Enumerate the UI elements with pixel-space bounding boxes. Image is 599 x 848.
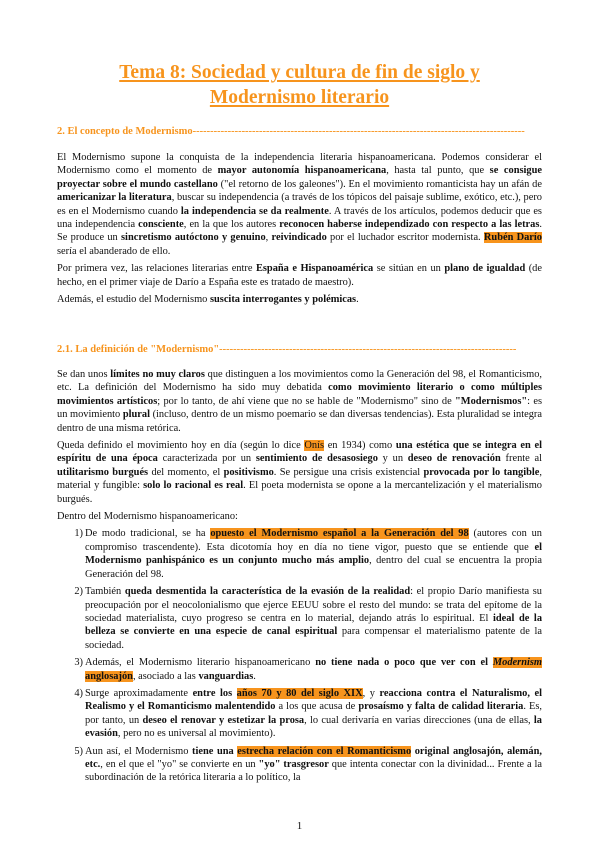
bold-text: la evasión <box>85 714 542 740</box>
bold-text: original anglosajón, alemán, etc. <box>85 745 542 770</box>
bold-text: sincretismo autóctono y genuino <box>121 232 266 244</box>
bold-text: deseo de renovación <box>407 453 501 465</box>
bold-text: americanizar la literatura <box>57 192 172 204</box>
text-run: , asociado a las <box>132 670 199 682</box>
bold-text: la independencia se da realmente <box>180 205 329 217</box>
text-run: en 1934) como <box>324 440 396 452</box>
bold-text: reacciona contra el Naturalismo, el Realismo y el Romanticismo malentendido <box>85 687 543 713</box>
highlighted-text: estrecha relación con el Romanticismo <box>237 745 412 757</box>
text-run: : es un movimiento <box>57 395 543 421</box>
text-run: Además, el estudio del Modernismo <box>57 294 210 306</box>
text-run: . Se persigue una crisis existencial <box>273 466 424 478</box>
paragraph <box>57 262 542 289</box>
bold-text: reivindicado <box>271 232 327 244</box>
text-run: sería el abanderado de ello. <box>57 245 171 257</box>
list-item-number: 5) <box>74 745 83 757</box>
bold-text: tiene una <box>192 745 238 757</box>
bold-text: utilitarismo burgués <box>57 466 149 478</box>
bold-text: entre los <box>192 687 237 699</box>
paragraph <box>57 293 542 306</box>
numbered-list <box>57 527 542 784</box>
bold-text: ideal de la belleza se convierte en una especie de canal espiritual <box>85 612 543 638</box>
list-item-number: 4) <box>74 687 83 699</box>
document-title <box>60 60 539 110</box>
paragraph <box>57 510 542 523</box>
text-run: (autores con un compromiso trascendente). Esta dicotomía hoy en día no tiene vigor, puesto que se entiende que <box>85 528 542 553</box>
list-item-number: 3) <box>74 657 83 669</box>
list-item-number: 2) <box>74 586 83 598</box>
text-run: Además, el Modernismo literario hispanoamericano <box>85 657 316 669</box>
bold-text: consciente <box>138 219 184 231</box>
text-run: De modo tradicional, se ha <box>85 528 211 540</box>
bold-text: prosaísmo y falta de calidad literaria <box>358 701 524 713</box>
text-run: . A través de los artículos, podemos deducir que es una independencia <box>57 205 542 231</box>
text-run: . <box>253 670 256 682</box>
bold-text: mayor autonomía hispanoamericana <box>217 165 387 177</box>
bold-text: como movimiento literario o como múltiples movimientos artísticos <box>57 382 542 407</box>
section-1-body <box>57 151 542 310</box>
text-run: También <box>85 586 125 598</box>
list-item <box>57 656 542 683</box>
text-run: , en la que los autores <box>183 219 280 231</box>
title-line-2: Modernismo literario <box>209 87 390 108</box>
text-run: , pero no es universal al movimiento). <box>117 728 276 740</box>
text-run: frente al <box>500 453 543 465</box>
text-run: , dentro del cual se encuentra la propia Generación del 98. <box>85 555 542 580</box>
text-run: para compensar el materialismo patente de la sociedad. <box>85 626 543 651</box>
section-2-body <box>57 368 542 789</box>
text-run: que distinguen a los movimientos como la Generación del 98, el Romanticismo, etc. La definición del Modernismo ha sido muy debatida <box>57 369 542 394</box>
text-run: Aun así, el Modernismo <box>85 745 192 757</box>
text-run: del momento, el <box>148 466 224 478</box>
bold-text: reconocen haberse independizado con respecto a las letras <box>279 219 540 231</box>
text-run: Por primera vez, las relaciones literarias entre <box>57 263 256 275</box>
bold-text: positivismo <box>223 466 274 478</box>
bold-text: el Modernismo panhispánico es un conjunto mucho más amplio <box>85 541 542 567</box>
text-run: . Es, por tanto, un <box>85 701 542 726</box>
text-run: (de hecho, en el primer viaje de Darío a España este es tratado de maestro). <box>57 263 542 288</box>
text-run: El Modernismo supone la conquista de la independencia literaria hispanoamericana. Podemos considerar el Modernismo como el momento de <box>57 152 542 177</box>
bold-text: plano de igualdad <box>444 263 526 275</box>
bold-text: sentimiento de desasosiego <box>255 453 378 465</box>
highlighted-text: Rubén Darío <box>483 232 543 244</box>
text-run: ; por lo tanto, de ahí viene que no se hable de "Modernismo" sino de <box>157 395 456 407</box>
highlighted-text: opuesto el Modernismo español a la Generación del 98 <box>210 528 469 540</box>
bold-text: deseo el renovar y estetizar la prosa <box>142 714 305 726</box>
text-run: se sitúan en un <box>373 263 445 275</box>
text-run: , y <box>362 687 380 699</box>
highlighted-text: Modernism <box>492 657 542 669</box>
section-heading-definicion: 2.1. La definición de "Modernismo"------------------------------------------------------------------------------------- <box>57 344 517 355</box>
text-run: Dentro del Modernismo hispanoamericano: <box>57 511 238 523</box>
list-item <box>57 585 542 652</box>
paragraph <box>57 368 542 435</box>
highlighted-text: Onís <box>304 440 325 452</box>
bold-text: queda desmentida la característica de la evasión de la realidad <box>124 586 411 598</box>
text-run: caracterizada por un <box>157 453 256 465</box>
text-run: . El poeta modernista se opone a la mercantelización y el materialismo burgués. <box>57 480 542 505</box>
text-run: , lo cual derivaría en varias direcciones (una de ellas, <box>304 714 534 726</box>
title-line-1: Tema 8: Sociedad y cultura de fin de siglo y <box>119 62 480 83</box>
list-item <box>57 687 542 741</box>
paragraph <box>57 151 542 258</box>
bold-text: "Modernismos" <box>455 395 528 407</box>
bold-text: plural <box>122 409 150 421</box>
bold-text: vanguardias <box>198 670 254 682</box>
highlighted-text: años 70 y 80 del siglo XIX <box>236 687 363 699</box>
text-run: , <box>265 232 272 244</box>
bold-text: provocada por lo tangible <box>423 466 540 478</box>
bold-text: España e Hispanoamérica <box>255 263 374 275</box>
text-run: Se dan unos <box>57 369 111 380</box>
text-run: , en el que el "yo" se convierte en un <box>100 758 259 770</box>
bold-text: una estética que se integra en el espíritu de una época <box>57 440 542 465</box>
section-heading-concepto: 2. El concepto de Modernismo----------------------------------------------------------------------------------------------- <box>57 126 525 137</box>
list-item <box>57 745 542 785</box>
text-run: Queda definido el movimiento hoy en día (según lo dice <box>57 440 305 452</box>
text-run: ("el retorno de los galeones"). En el movimiento romanticista hay un afán de <box>217 178 542 190</box>
bold-text: suscita interrogantes y polémicas <box>209 294 357 306</box>
text-run: , buscar su independencia (a través de los tópicos del paisaje sublime, exótico, etc.), pero es en el Modernismo cuando <box>57 192 542 217</box>
text-run: a los que acusa de <box>275 701 359 713</box>
text-run: (incluso, dentro de un mismo poemario se dan diversas tendencias). Esta pluralidad se integra dentro de una misma retórica. <box>57 409 542 434</box>
bold-text: se consigue proyectar sobre el mundo castellano <box>57 165 543 190</box>
bold-text: límites no muy claros <box>110 369 205 380</box>
text-run: y un <box>377 453 408 465</box>
list-item-number: 1) <box>74 528 83 540</box>
text-run: por el luchador escritor modernista. <box>326 232 484 244</box>
text-run: . Se produce un <box>57 219 543 244</box>
paragraph <box>57 439 542 506</box>
highlighted-text: anglosajón <box>85 670 133 682</box>
text-run: Surge aproximadamente <box>85 687 193 699</box>
page-number: 1 <box>296 820 303 832</box>
text-run: , material y fungible: <box>57 466 542 492</box>
bold-text: solo lo racional es real <box>143 480 244 492</box>
text-run: : el propio Darío manifiesta su preocupación por el neocolonialismo que ejerce EEUU sobre el resto del mundo: se trata del epítome de la sociedad materialista, cuyo progreso se centra en lo material, dejando atrás lo espiritual. El <box>85 586 542 624</box>
text-run: . <box>356 294 359 306</box>
text-run: que intenta conectar con la divinidad... Frente a la subordinación de la retórica literaria a lo político, la <box>85 758 543 784</box>
list-item <box>57 527 542 581</box>
bold-text: no tiene nada o poco que ver con el <box>315 657 493 669</box>
bold-text: "yo" trasgresor <box>258 758 329 770</box>
text-run: , hasta tal punto, que <box>386 165 490 177</box>
